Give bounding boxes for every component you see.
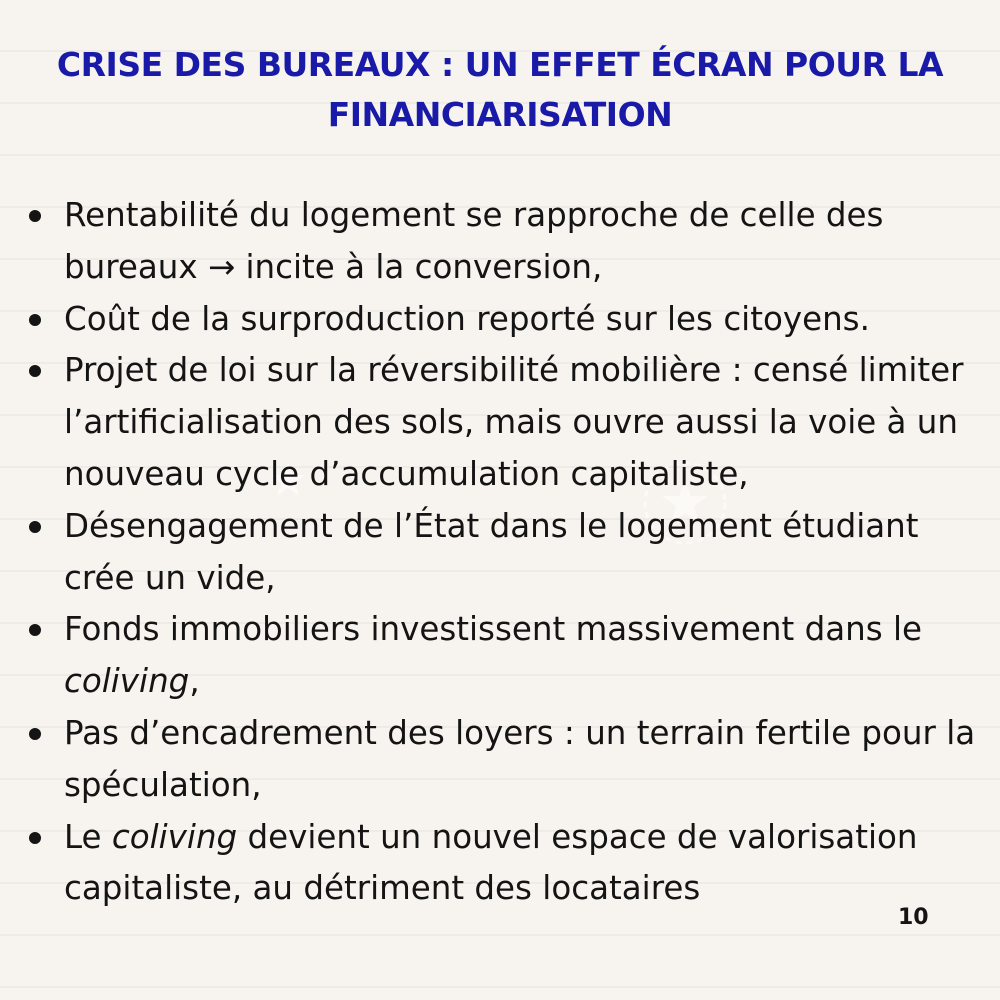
bullet-text-segment: Le	[64, 817, 112, 856]
bullet-dot-icon	[29, 210, 41, 222]
list-item	[0, 345, 1000, 500]
emphasized-term: coliving	[64, 662, 190, 701]
bullet-dot-icon	[29, 832, 41, 844]
page-title: CRISE DES BUREAUX : UN EFFET ÉCRAN POUR LA FINANCIARISATION	[56, 45, 944, 134]
list-item	[0, 604, 1000, 708]
bullet-dot-icon	[29, 314, 41, 326]
bullet-text-segment: devient un nouvel espace de valorisation capitaliste, au détriment des locataires	[64, 817, 918, 908]
bullet-text-segment: Fonds immobiliers investissent massivement dans le	[64, 610, 923, 649]
bullet-dot-icon	[29, 624, 41, 636]
list-item	[0, 294, 1000, 346]
bullet-text-segment: ,	[189, 662, 200, 701]
bullet-dot-icon	[29, 728, 41, 740]
emphasized-term: coliving	[111, 817, 238, 856]
bullet-text	[64, 610, 922, 700]
bullet-text	[64, 196, 883, 286]
bullet-text-segment: Pas d’encadrement des loyers : un terrain fertile pour la spéculation,	[64, 713, 976, 804]
bullet-text	[64, 351, 963, 493]
bullet-text-segment: Rentabilité du logement se rapproche de celle des bureaux → incite à la conversion,	[64, 196, 884, 286]
page-number: 10	[898, 905, 929, 930]
bullet-text	[64, 300, 870, 338]
bullet-list	[0, 190, 1000, 915]
bullet-text	[64, 818, 917, 908]
bullet-text-segment: Coût de la surproduction reporté sur les citoyens.	[64, 299, 870, 338]
list-item	[0, 501, 1000, 605]
list-item	[0, 812, 1000, 916]
bullet-dot-icon	[29, 521, 41, 533]
bullet-dot-icon	[29, 365, 41, 377]
bullet-text	[64, 714, 975, 804]
bullet-text-segment: Projet de loi sur la réversibilité mobilière : censé limiter l’artificialisation des sols, mais ouvre aussi la voie à un nouveau cycle d’accumulation capitaliste,	[64, 351, 964, 493]
list-item	[0, 190, 1000, 294]
list-item	[0, 708, 1000, 812]
bullet-text-segment: Désengagement de l’État dans le logement étudiant crée un vide,	[64, 506, 919, 597]
bullet-text	[64, 507, 919, 597]
